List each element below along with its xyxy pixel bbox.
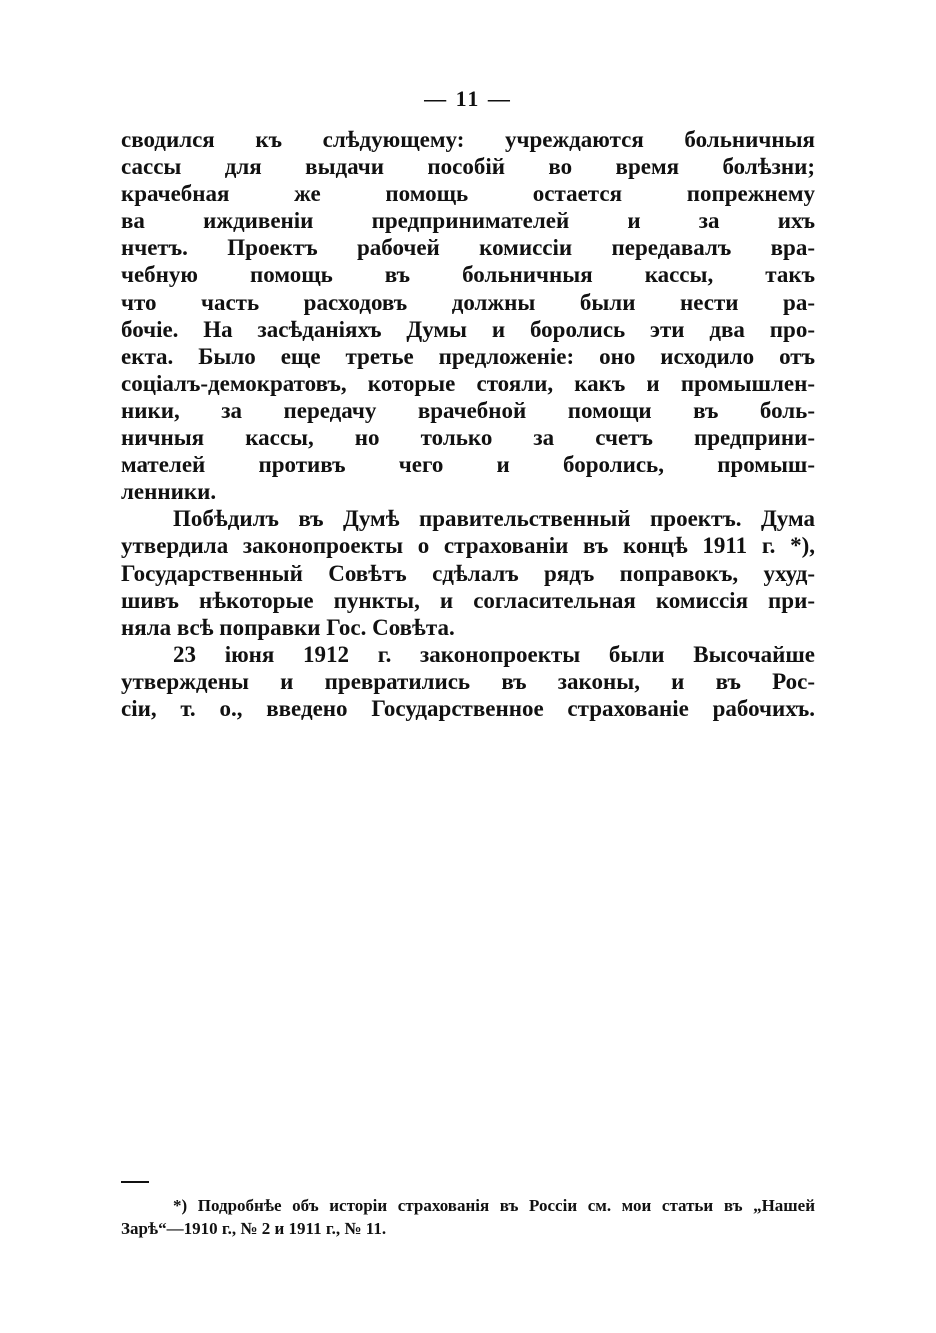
paragraph-1-line: нчетъ. Проектъ рабочей комиссіи передавалъ вра- (121, 235, 815, 261)
footnote-divider (121, 1181, 149, 1183)
paragraph-1-line: мателей противъ чего и боролись, промыш- (121, 452, 815, 478)
paragraph-3-line: сіи, т. о., введено Государственное страхованіе рабочихъ. (121, 695, 815, 721)
paragraph-2-line: няла всѣ поправки Гос. Совѣта. (121, 614, 455, 640)
paragraph-2-line: Государственный Совѣтъ сдѣлалъ рядъ поправокъ, ухуд- (121, 560, 815, 586)
paragraph-1-line: бочіе. На засѣданіяхъ Думы и боролись эти два про- (121, 316, 815, 342)
footnote-line: Зарѣ“—1910 г., № 2 и 1911 г., № 11. (121, 1219, 387, 1238)
paragraph-1-line: ничныя кассы, но только за счетъ предприни- (121, 425, 815, 451)
paragraph-1-line: ленники. (121, 479, 217, 505)
paragraph-1-line: что часть расходовъ должны были нести ра- (121, 289, 815, 315)
paragraph-2-line: Побѣдилъ въ Думѣ правительственный проектъ. Дума (173, 506, 815, 532)
paragraph-1-line: сассы для выдачи пособій во время болѣзни; (121, 154, 815, 180)
paragraph-1-line: ники, за передачу врачебной помощи въ боль- (121, 397, 815, 423)
paragraph-3-line: 23 іюня 1912 г. законопроекты были Высочайше (173, 641, 815, 667)
paragraph-1-line: сводился къ слѣдующему: учреждаются больничныя (121, 127, 815, 152)
paragraph-2-line: шивъ нѣкоторые пункты, и согласительная комиссія при- (121, 587, 815, 613)
paragraph-1-line: крачебная же помощь остается попрежнему (121, 181, 815, 207)
page-number: — 11 — (424, 86, 512, 111)
paragraph-1-line: екта. Было еще третье предложеніе: оно исходило отъ (121, 343, 815, 369)
paragraph-3-line: утверждены и превратились въ законы, и въ Рос- (121, 668, 815, 694)
paragraph-1-line: ва иждивеніи предпринимателей и за ихъ (121, 208, 815, 234)
paragraph-2-line: утвердила законопроекты о страхованіи въ концѣ 1911 г. *), (121, 533, 815, 559)
body-text (121, 126, 815, 722)
paragraph-1-line: соціалъ-демократовъ, которые стояли, какъ и промышлен- (121, 370, 815, 396)
footnote-line: *) Подробнѣе объ исторіи страхованія въ Россіи см. мои статьи въ „Нашей (173, 1196, 815, 1215)
paragraph-1-line: чебную помощь въ больничныя кассы, такъ (121, 262, 815, 288)
footnote (121, 1194, 815, 1240)
